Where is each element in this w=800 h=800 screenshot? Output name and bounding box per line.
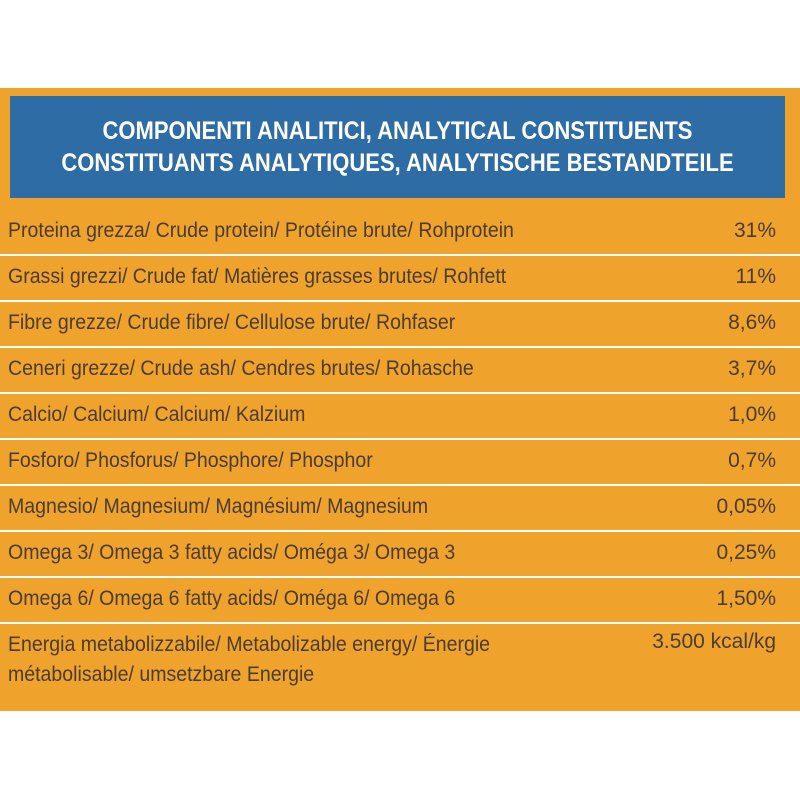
table-row xyxy=(0,210,800,256)
table-row xyxy=(0,256,800,302)
row-label: Calcio/ Calcium/ Calcium/ Kalzium xyxy=(8,403,306,426)
table-row xyxy=(0,578,800,624)
row-label: Ceneri grezze/ Crude ash/ Cendres brutes/ Rohasche xyxy=(8,357,474,380)
table-row xyxy=(0,348,800,394)
row-value: 0,7% xyxy=(728,449,776,472)
row-value: 11% xyxy=(735,265,776,288)
header-line-1: COMPONENTI ANALITICI, ANALYTICAL CONSTITUENTS xyxy=(102,117,693,145)
row-value: 1,50% xyxy=(716,587,776,610)
row-value: 8,6% xyxy=(728,311,776,334)
row-label: Omega 3/ Omega 3 fatty acids/ Oméga 3/ Omega 3 xyxy=(8,541,456,564)
row-label: Omega 6/ Omega 6 fatty acids/ Oméga 6/ Omega 6 xyxy=(8,587,456,610)
table-row xyxy=(0,486,800,532)
table-row xyxy=(0,532,800,578)
row-value: 3,7% xyxy=(728,357,776,380)
row-label: Fibre grezze/ Crude fibre/ Cellulose brute/ Rohfaser xyxy=(8,311,456,334)
row-label: Grassi grezzi/ Crude fat/ Matières grasses brutes/ Rohfett xyxy=(8,265,507,288)
row-value: 31% xyxy=(733,219,776,242)
row-value: 0,05% xyxy=(716,495,776,518)
row-value: 1,0% xyxy=(728,403,776,426)
row-label: Fosforo/ Phosforus/ Phosphore/ Phosphor xyxy=(8,449,373,472)
row-value: 3.500 kcal/kg xyxy=(652,630,776,653)
row-value: 0,25% xyxy=(716,541,776,564)
table-row xyxy=(0,624,800,700)
table-header xyxy=(10,96,785,198)
row-label: Energia metabolizzabile/ Metabolizable energy/ Énergie métabolisable/ umsetzbare Energie xyxy=(8,633,491,686)
row-label: Proteina grezza/ Crude protein/ Protéine brute/ Rohprotein xyxy=(8,219,514,242)
analytical-constituents-panel xyxy=(0,88,800,711)
table-row xyxy=(0,394,800,440)
constituents-table xyxy=(0,210,800,700)
table-row xyxy=(0,302,800,348)
table-row xyxy=(0,440,800,486)
row-label: Magnesio/ Magnesium/ Magnésium/ Magnesium xyxy=(8,495,429,518)
header-line-2: CONSTITUANTS ANALYTIQUES, ANALYTISCHE BESTANDTEILE xyxy=(61,149,734,177)
